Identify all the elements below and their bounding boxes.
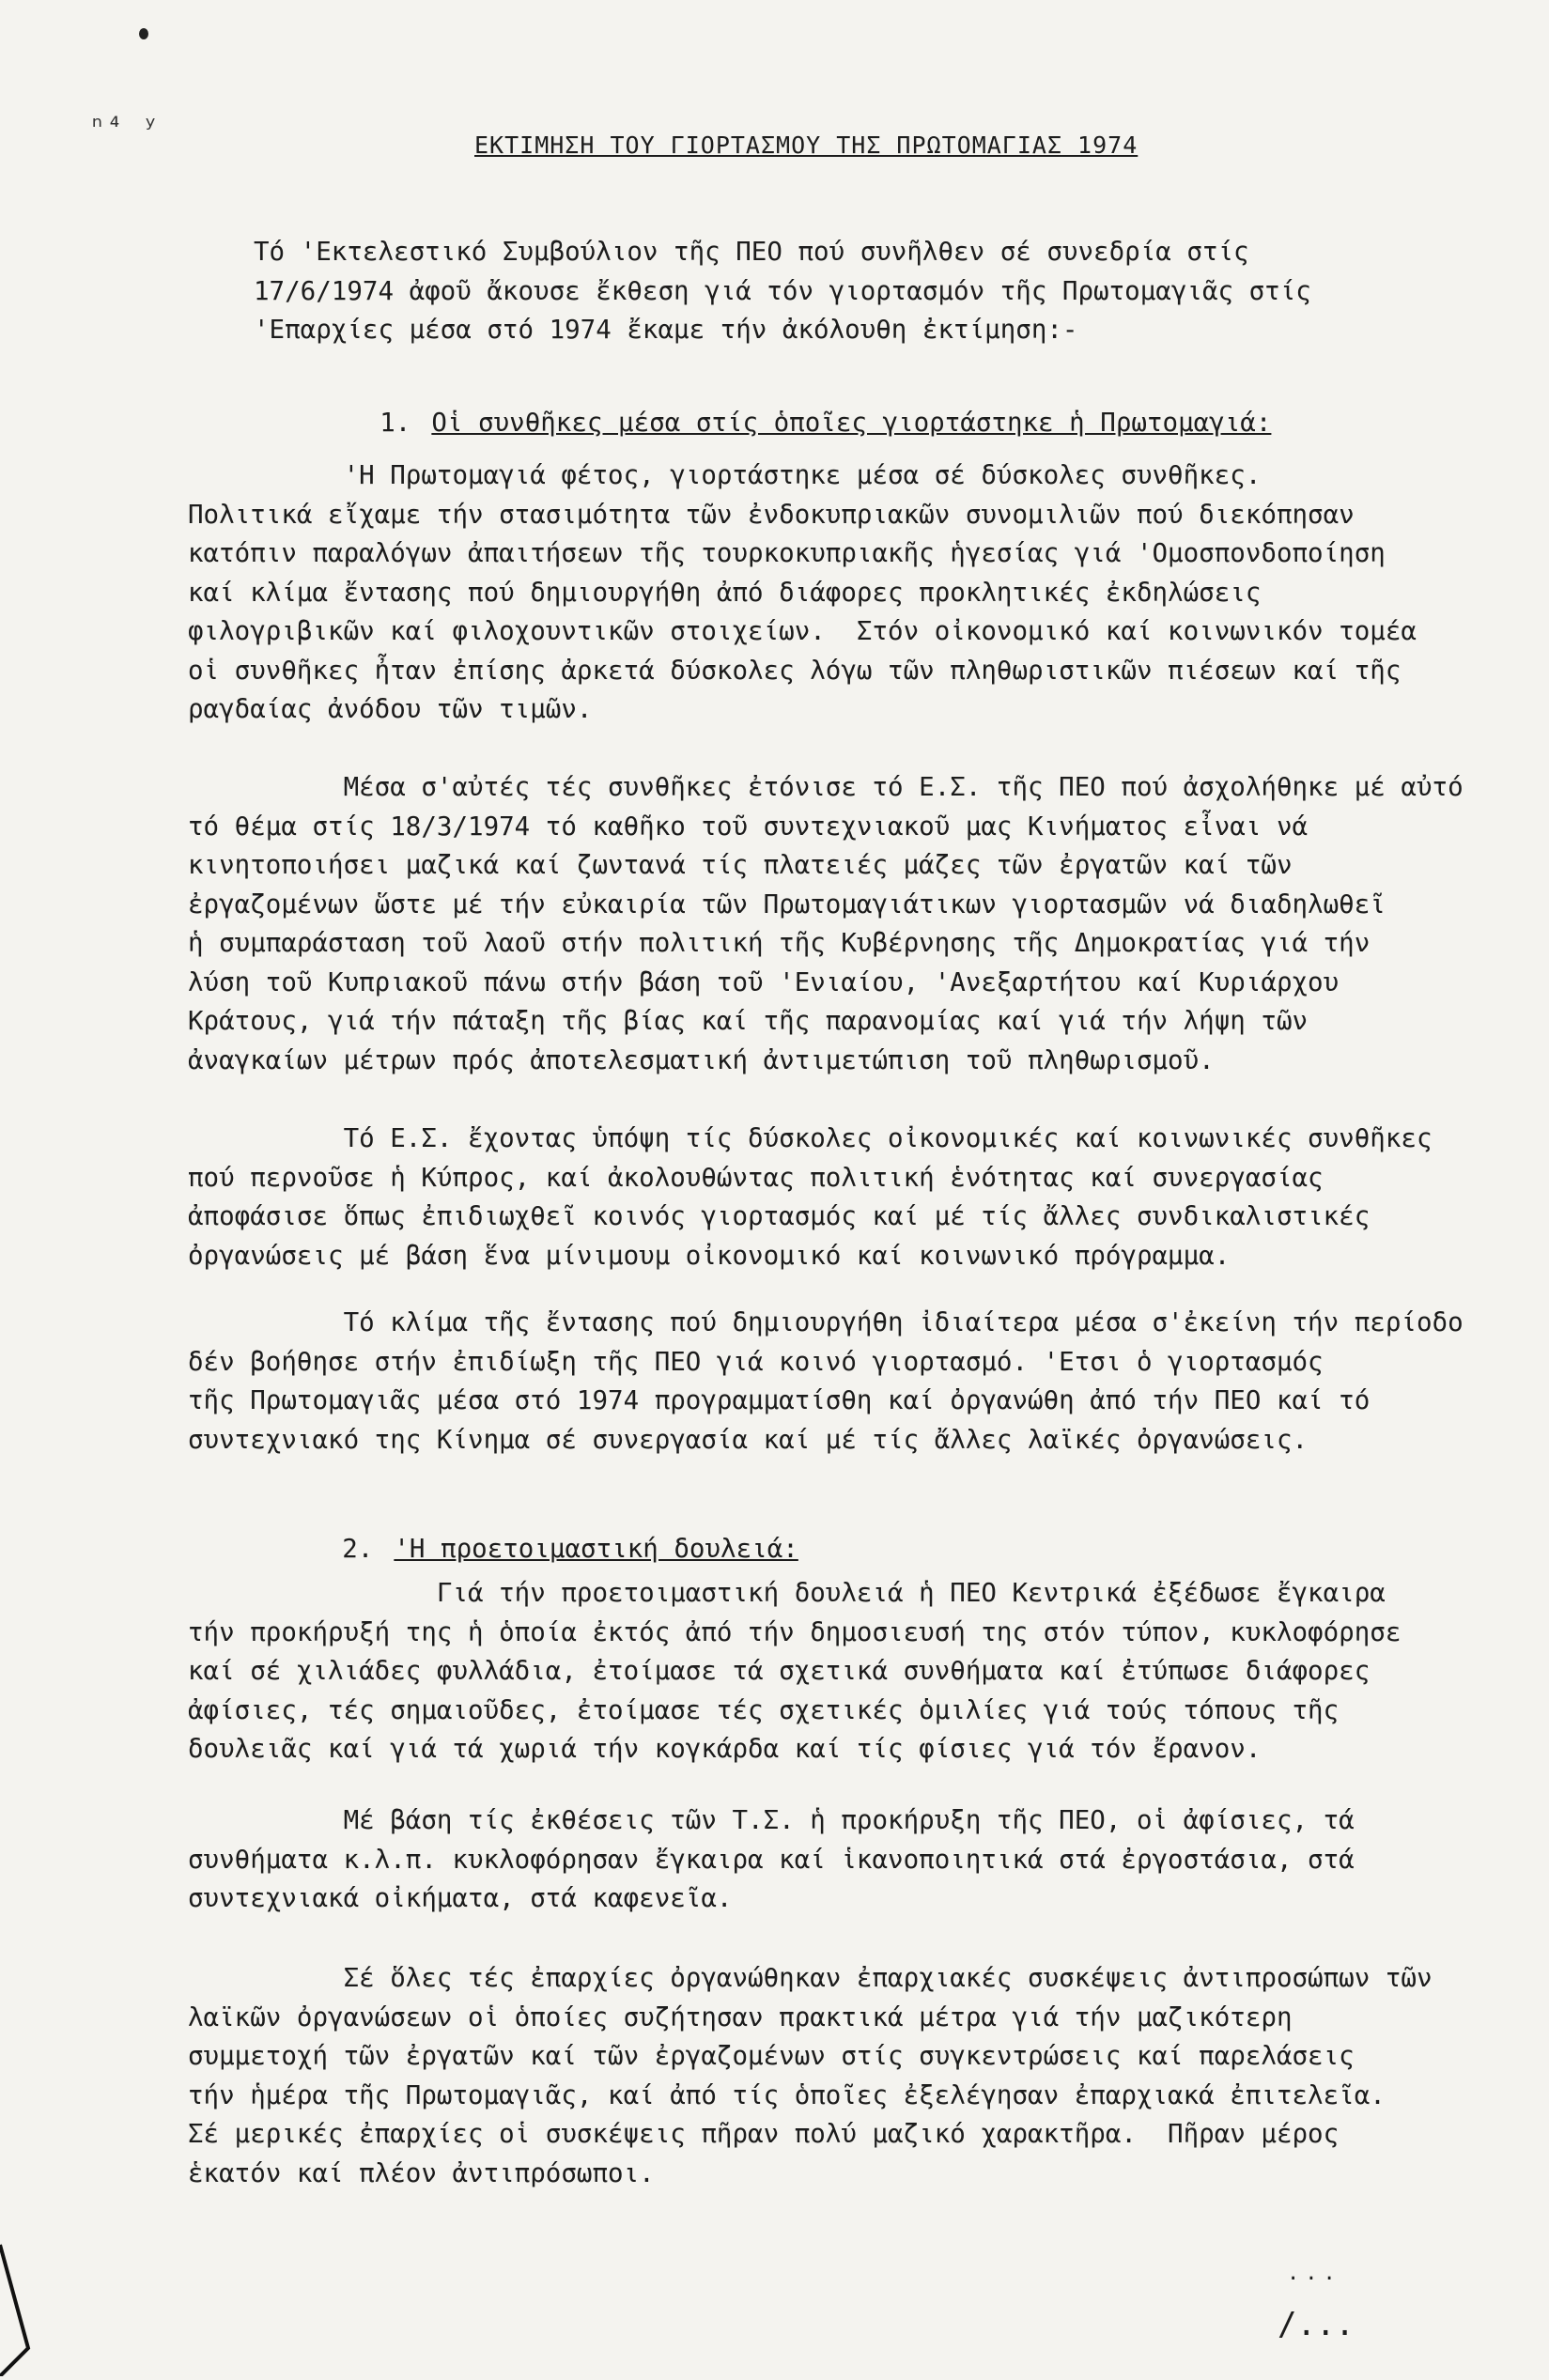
continuation-mark: /... (1278, 2306, 1355, 2343)
paragraph-district-meetings: Σέ ὅλες τές ἐπαρχίες ὀργανώθηκαν ἐπαρχιακές συσκέψεις ἀντιπροσώπων τῶν λαϊκῶν ὀργανώσεων οἱ ὁποίες συζήτησαν πρακτικά μέτρα γιά τήν μαζικότερη συμμετοχή τῶν ἐργατῶν καί τῶν ἐργαζομένων στίς συγκεντρώσεις καί παρελάσεις τήν ἡμέρα τῆς Πρωτομαγιᾶς, καί ἀπό τίς ὁποῖες ἐξελέγησαν ἐπαρχιακά ἐπιτελεῖα. Σέ μερικές ἐπαρχίες οἱ συσκέψεις πῆραν πολύ μαζικό χαρακτῆρα. Πῆραν μέρος ἑκατόν καί πλέον ἀντιπρόσωποι. (188, 1963, 1433, 2188)
paragraph-joint-celebration: Τό Ε.Σ. ἔχοντας ὑπόψη τίς δύσκολες οἰκονομικές καί κοινωνικές συνθῆκες πού περνοῦσε ἡ Κύπρος, καί ἀκολουθώντας πολιτική ἑνότητας καί συνεργασίας ἀποφάσισε ὅπως ἐπιδιωχθεῖ κοινός γιορτασμός καί μέ τίς ἄλλες συνδικαλιστικές ὀργανώσεις μέ βάση ἕνα μίνιμουμ οἰκονομικό καί κοινωνικό πρόγραμμα. (188, 1123, 1433, 1271)
paragraph-executive-bureau: Μέσα σ'αὐτές τές συνθῆκες ἐτόνισε τό Ε.Σ. τῆς ΠΕΟ πού ἀσχολήθηκε μέ αὐτό τό θέμα στίς 18/3/1974 τό καθῆκο τοῦ συντεχνιακοῦ μας Κινήματος εἶναι νά κινητοποιήσει μαζικά καί ζωντανά τίς πλατειές μάζες τῶν ἐργατῶν καί τῶν ἐργαζομένων ὥστε μέ τήν εὐκαιρία τῶν Πρωτομαγιάτικων γιορτασμῶν νά διαδηλωθεῖ ἡ συμπαράσταση τοῦ λαοῦ στήν πολιτική τῆς Κυβέρνησης τῆς Δημοκρατίας γιά τήν λύση τοῦ Κυπριακοῦ πάνω στήν βάση τοῦ 'Ενιαίου, 'Ανεξαρτήτου καί Κυριάρχου Κράτους, γιά τήν πάταξη τῆς βίας καί τῆς παρανομίας καί γιά τήν λήψη τῶν ἀναγκαίων μέτρων πρός ἀποτελεσματική ἀντιμετώπιση τοῦ πληθωρισμοῦ. (188, 772, 1464, 1075)
ink-dot (139, 28, 148, 39)
document-title: ΕΚΤΙΜΗΣΗ ΤΟΥ ΓΙΟΡΤΑΣΜΟΥ ΤΗΣ ΠΡΩΤΟΜΑΓΙΑΣ 1974 (474, 131, 1139, 159)
paragraph-conditions: 'Η Πρωτομαγιά φέτος, γιορτάστηκε μέσα σέ δύσκολες συνθῆκες. Πολιτικά εἴχαμε τήν στασιμότητα τῶν ἐνδοκυπριακῶν συνομιλιῶν πού διεκόπησαν κατόπιν παραλόγων ἀπαιτήσεων τῆς τουρκοκυπριακῆς ἡγεσίας γιά 'Ομοσπονδοποίηση καί κλίμα ἔντασης πού δημιουργήθη ἀπό διάφορες προκλητικές ἐκδηλώσεις φιλογριβικῶν καί φιλοχουντικῶν στοιχείων. Στόν οἰκονομικό καί κοινωνικόν τομέα οἱ συνθῆκες ἦταν ἐπίσης ἀρκετά δύσκολες λόγω τῶν πληθωριστικῶν πιέσεων καί τῆς ραγδαίας ἀνόδου τῶν τιμῶν. (188, 460, 1417, 724)
paragraph-preparatory-work: Γιά τήν προετοιμαστική δουλειά ἡ ΠΕΟ Κεντρικά ἐξέδωσε ἔγκαιρα τήν προκήρυξή της ἡ ὁποία ἐκτός ἀπό τήν δημοσιευσή της στόν τύπον, κυκλοφόρησε καί σέ χιλιάδες φυλλάδια, ἐτοίμασε τά σχετικά συνθήματα καί ἐτύπωσε διάφορες ἀφίσιες, τές σημαιοῦδες, ἐτοίμασε τές σχετικές ὁμιλίες γιά τούς τόπους τῆς δουλειᾶς καί γιά τά χωριά τήν κογκάρδα καί τίς φίσιες γιά τόν ἔρανον. (188, 1578, 1402, 1764)
paragraph-tension-climate: Τό κλίμα τῆς ἔντασης πού δημιουργήθη ἰδιαίτερα μέσα σ'ἐκείνη τήν περίοδο δέν βοήθησε στήν ἐπιδίωξη τῆς ΠΕΟ γιά κοινό γιορτασμό. 'Ετσι ὁ γιορτασμός τῆς Πρωτομαγιᾶς μέσα στό 1974 προγραμματίσθη καί ὀργανώθη ἀπό τήν ΠΕΟ καί τό συντεχνιακό της Κίνημα σέ συνεργασία καί μέ τίς ἄλλες λαϊκές ὀργανώσεις. (188, 1307, 1464, 1455)
intro-paragraph: Τό 'Εκτελεστικό Συμβούλιον τῆς ΠΕΟ πού συνῆλθεν σέ συνεδρία στίς 17/6/1974 ἀφοῦ ἄκουσε ἔκθεση γιά τόν γιορτασμόν τῆς Πρωτομαγιᾶς στίς 'Επαρχίες μέσα στό 1974 ἔκαμε τήν ἀκόλουθη ἐκτίμηση:- (254, 237, 1311, 345)
corner-mark: ⁿ⁴ ʸ (89, 111, 161, 142)
section-1-number: 1. (380, 408, 411, 438)
section-2-number: 2. (342, 1534, 374, 1564)
continuation-dots: ... (1287, 2262, 1341, 2285)
section-2-title: 'Η προετοιμαστική δουλειά: (394, 1534, 798, 1564)
section-1-title: Οἱ συνθῆκες μέσα στίς ὁποῖες γιορτάστηκε ἡ Πρωτομαγιά: (431, 408, 1272, 438)
section-1-heading (318, 378, 1271, 468)
scan-edge-mark (0, 2188, 38, 2376)
paragraph-district-reports: Μέ βάση τίς ἐκθέσεις τῶν Τ.Σ. ἡ προκήρυξη τῆς ΠΕΟ, οἱ ἀφίσιες, τά συνθήματα κ.λ.π. κυκλοφόρησαν ἔγκαιρα καί ἱκανοποιητικά στά ἐργοστάσια, στά συντεχνιακά οἰκήματα, στά καφενεῖα. (188, 1805, 1355, 1913)
